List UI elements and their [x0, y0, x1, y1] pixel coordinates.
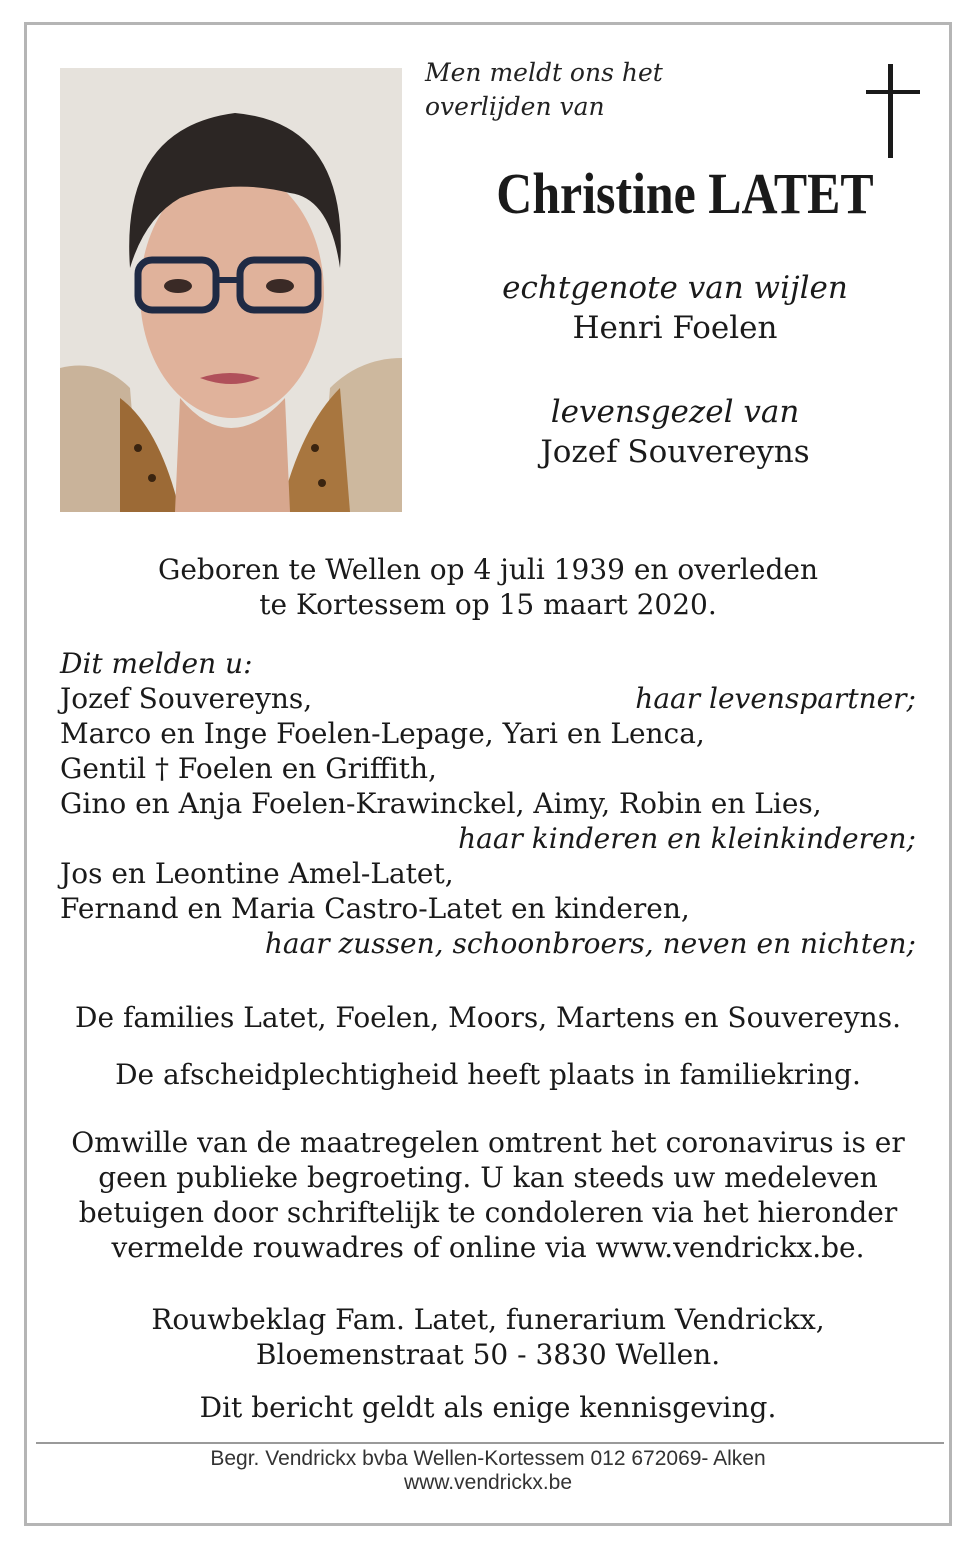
- relation-label: echtgenote van wijlen: [502, 270, 848, 306]
- list-item: Gentil † Foelen en Griffith,: [60, 752, 437, 785]
- corona-line: betuigen door schriftelijk te condoleren via het hieronder: [78, 1196, 898, 1229]
- intro-line: Men meldt ons het: [425, 58, 663, 87]
- relation-name: Jozef Souvereyns: [540, 434, 810, 470]
- intro-line: overlijden van: [425, 92, 605, 121]
- deceased-name: Christine LATET: [496, 161, 874, 226]
- death-line: te Kortessem op 15 maart 2020.: [259, 588, 717, 621]
- portrait-photo: [60, 68, 402, 512]
- cross-icon: [862, 64, 922, 160]
- address-line: Rouwbeklag Fam. Latet, funerarium Vendrickx,: [151, 1303, 825, 1336]
- list-item: Fernand en Maria Castro-Latet en kinderen,: [60, 892, 690, 925]
- footer-divider: [36, 1442, 944, 1444]
- siblings-role: haar zussen, schoonbroers, neven en nichten;: [264, 927, 916, 960]
- partner-role: haar levenspartner;: [635, 682, 916, 715]
- relation-label: levensgezel van: [550, 394, 800, 430]
- relation-spouse: [420, 268, 930, 348]
- notice-line: Dit bericht geldt als enige kennisgeving.: [199, 1391, 777, 1424]
- list-item: [60, 681, 916, 716]
- intro-text: [425, 56, 825, 124]
- corona-line: Omwille van de maatregelen omtrent het coronavirus is er: [71, 1126, 905, 1159]
- footer-website: www.vendrickx.be: [403, 1471, 573, 1494]
- relation-name: Henri Foelen: [572, 310, 778, 346]
- corona-line: vermelde rouwadres of online via www.vendrickx.be.: [111, 1231, 865, 1264]
- footer: [40, 1447, 936, 1495]
- list-item: Marco en Inge Foelen-Lepage, Yari en Lenca,: [60, 717, 705, 750]
- corona-line: geen publieke begroeting. U kan steeds uw medeleven: [98, 1161, 878, 1194]
- birth-death-info: [60, 552, 916, 622]
- families-line: De families Latet, Foelen, Moors, Martens en Souvereyns.: [75, 1001, 901, 1034]
- birth-line: Geboren te Wellen op 4 juli 1939 en overleden: [157, 553, 819, 586]
- corona-paragraph: [40, 1125, 936, 1265]
- address-line: Bloemenstraat 50 - 3830 Wellen.: [255, 1338, 721, 1371]
- condolence-address: [40, 1302, 936, 1372]
- children-role: haar kinderen en kleinkinderen;: [458, 822, 916, 855]
- announce-heading: Dit melden u:: [60, 647, 253, 680]
- announced-by-list: [60, 646, 916, 961]
- relation-partner: [420, 392, 930, 472]
- partner-name: Jozef Souvereyns,: [60, 682, 313, 715]
- list-item: Jos en Leontine Amel-Latet,: [60, 857, 454, 890]
- footer-company: Begr. Vendrickx bvba Wellen-Kortessem 012 672069- Alken: [210, 1447, 766, 1470]
- list-item: Gino en Anja Foelen-Krawinckel, Aimy, Robin en Lies,: [60, 787, 822, 820]
- ceremony-line: De afscheidplechtigheid heeft plaats in familiekring.: [115, 1058, 861, 1091]
